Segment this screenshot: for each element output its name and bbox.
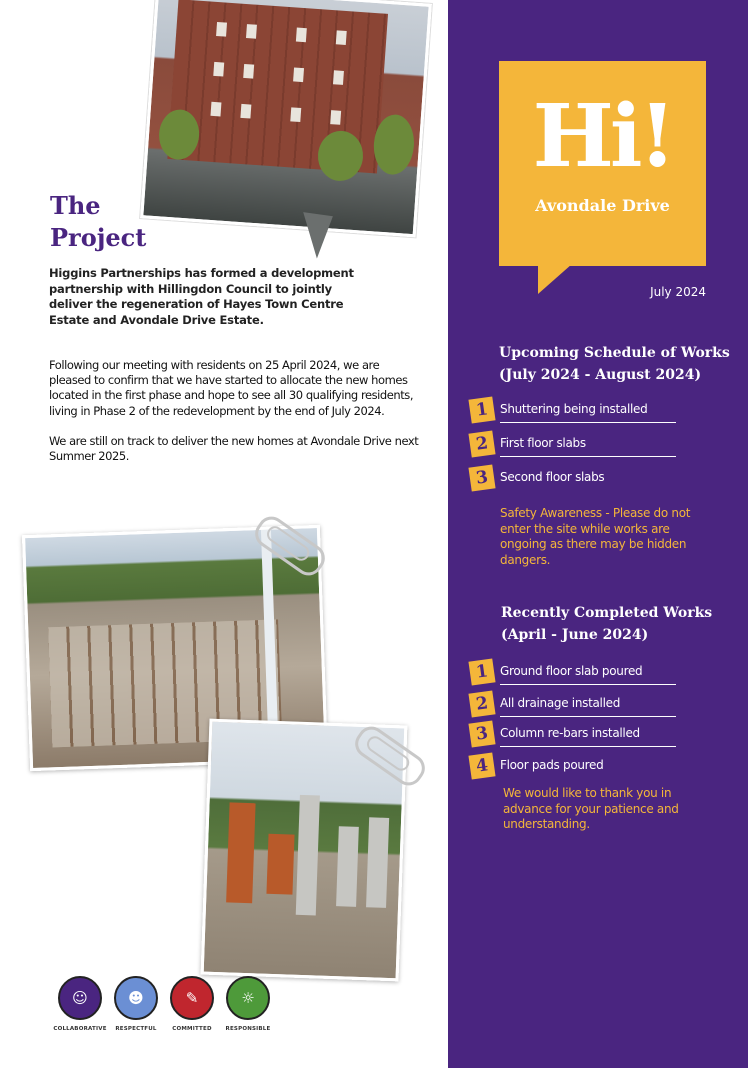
safety-note: Safety Awareness - Please do not enter the site while works are ongoing as there may be hidden dangers.: [500, 506, 691, 567]
item-text: Second floor slabs: [500, 470, 605, 484]
building-render-image: [140, 0, 432, 237]
divider: [500, 422, 676, 423]
completed-title: Recently Completed Works (April - June 2024): [501, 605, 713, 643]
project-paragraph-1: Following our meeting with residents on 25 April 2024, we are pleased to confirm that we have started to allocate the new homes located in the first phase and hope to see all 30 qualifying residents, living in Phase 2 of the redevelopment by the end of July 2024.: [49, 358, 414, 418]
item-number: 2: [468, 430, 495, 457]
item-number: 3: [468, 464, 495, 491]
project-intro: Higgins Partnerships has formed a development partnership with Hillingdon Council to jointly deliver the regeneration of Hayes Town Centre Estate and Avondale Drive Estate.: [49, 266, 354, 327]
divider: [500, 456, 676, 457]
item-number: 2: [468, 690, 495, 717]
handshake-icon: ✎: [170, 976, 214, 1020]
divider: [500, 684, 676, 685]
item-text: First floor slabs: [500, 436, 586, 450]
greeting-box-tail: [538, 264, 572, 294]
greeting-subtitle: Avondale Drive: [535, 196, 670, 215]
item-text: Ground floor slab poured: [500, 664, 643, 678]
item-number: 3: [468, 720, 495, 747]
item-number: 1: [468, 658, 495, 685]
item-number: 1: [468, 396, 495, 423]
value-committed: ✎ COMMITTED: [162, 976, 222, 1032]
project-title: The Project: [50, 191, 147, 252]
issue-date: July 2024: [650, 285, 706, 299]
item-text: Column re-bars installed: [500, 726, 640, 740]
project-paragraph-2: We are still on track to deliver the new homes at Avondale Drive next Summer 2025.: [49, 434, 419, 464]
item-number: 4: [468, 752, 495, 779]
greeting-hi: Hi!: [532, 86, 673, 187]
item-text: Floor pads poured: [500, 758, 604, 772]
values-icons: [52, 976, 282, 1036]
globe-icon: ☼: [226, 976, 270, 1020]
item-text: All drainage installed: [500, 696, 621, 710]
person-icon: ☻: [114, 976, 158, 1020]
people-icon: ☺: [58, 976, 102, 1020]
value-collaborative: ☺ COLLABORATIVE: [50, 976, 110, 1032]
upcoming-title: Upcoming Schedule of Works (July 2024 - August 2024): [499, 345, 730, 383]
speech-bubble-tail: [297, 212, 333, 260]
thank-you-note: We would like to thank you in advance for your patience and understanding.: [503, 786, 679, 831]
value-respectful: ☻ RESPECTFUL: [106, 976, 166, 1032]
divider: [500, 716, 676, 717]
item-text: Shuttering being installed: [500, 402, 648, 416]
value-responsible: ☼ RESPONSIBLE: [218, 976, 278, 1032]
divider: [500, 746, 676, 747]
